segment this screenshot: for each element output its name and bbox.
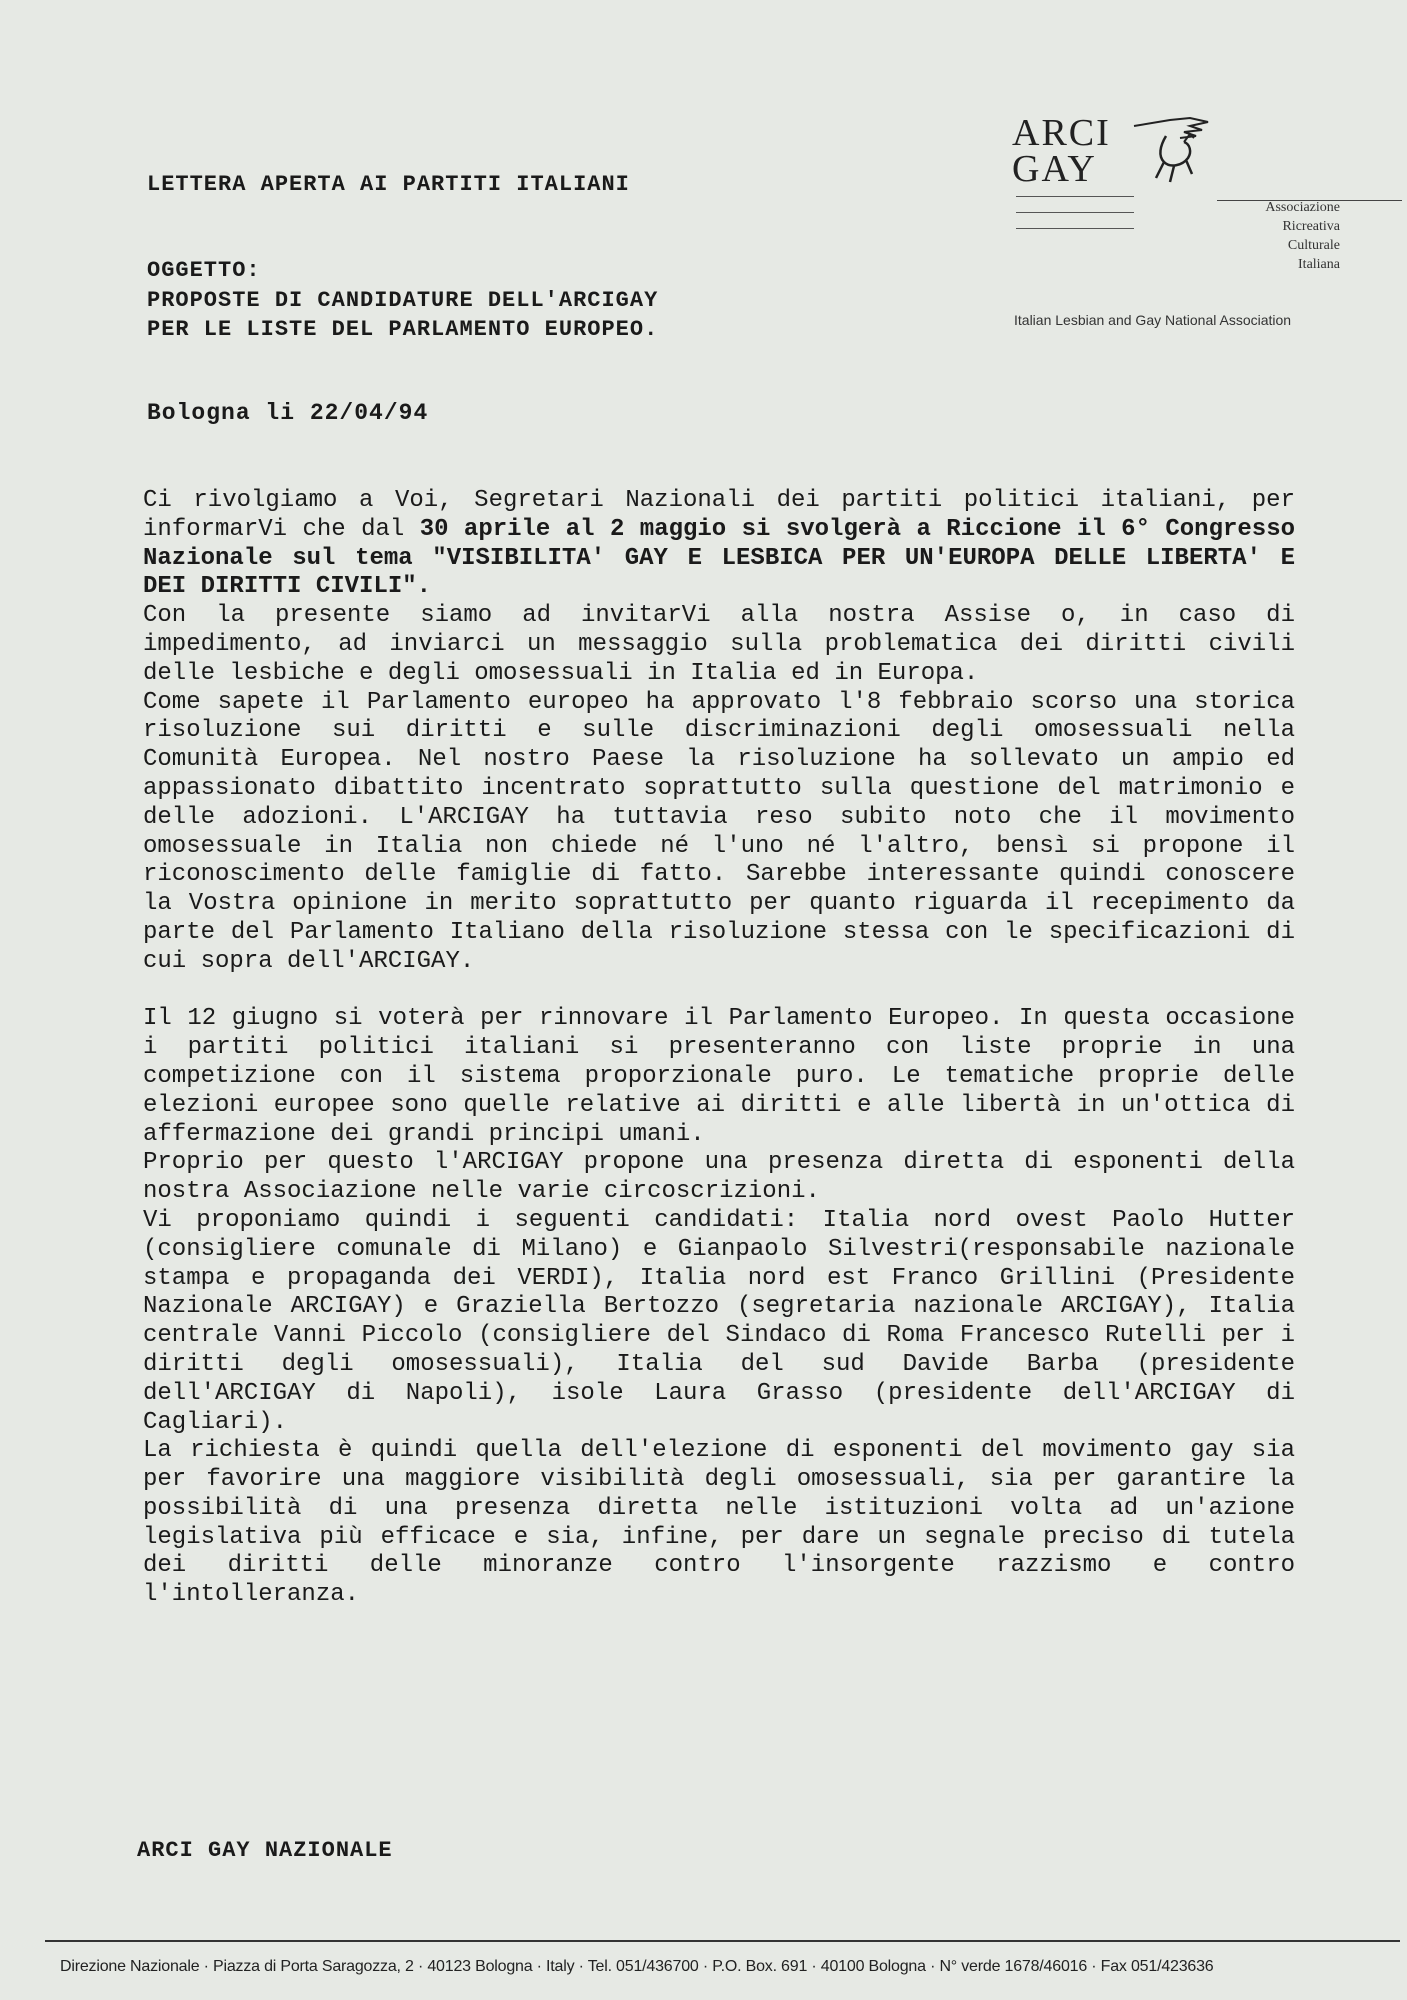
association-line: Culturale bbox=[1287, 238, 1340, 253]
body-paragraph bbox=[143, 487, 1295, 602]
body-paragraph: La richiesta è quindi quella dell'elezione di esponenti del movimento gay sia per favorire una maggiore visibilità degli omosessuali, sia per garantire la possibilità di una presenza diretta nelle istituzioni volta ad un'azione legislativa più efficace e sia, infine, per dare un segnale preciso di tutela dei diritti delle minoranze contro l'insorgente razzismo e contro l'intolleranza. bbox=[143, 1437, 1295, 1609]
subject-line: PROPOSTE DI CANDIDATURE DELL'ARCIGAY bbox=[147, 288, 659, 313]
letter-title: LETTERA APERTA AI PARTITI ITALIANI bbox=[147, 172, 630, 197]
association-line: Associazione bbox=[1265, 200, 1340, 215]
association-line: Ricreativa bbox=[1282, 219, 1340, 234]
body-paragraph: Proprio per questo l'ARCIGAY propone una presenza diretta di esponenti della nostra Associazione nelle varie circoscrizioni. bbox=[143, 1149, 1295, 1206]
footer-address: Direzione Nazionale · Piazza di Porta Saragozza, 2 · 40123 Bologna · Italy · Tel. 051/436700 · P.O. Box. 691 · 40100 Bologna · N° verde 1678/46016 · Fax 051/423636 bbox=[60, 1958, 1214, 1975]
subject-line: PER LE LISTE DEL PARLAMENTO EUROPEO. bbox=[147, 317, 659, 342]
letter-body bbox=[143, 487, 1295, 1610]
body-paragraph: Il 12 giugno si voterà per rinnovare il Parlamento Europeo. In questa occasione i partiti politici italiani si presenteranno con liste proprie in una competizione con il sistema proporzionale puro. Le tematiche proprie delle elezioni europee sono quelle relative ai diritti e alle libertà in un'ottica di affermazione dei grandi principi umani. bbox=[143, 1005, 1295, 1148]
body-paragraph: Vi proponiamo quindi i seguenti candidati: Italia nord ovest Paolo Hutter (consigliere comunale di Milano) e Gianpaolo Silvestri(responsabile nazionale stampa e propaganda dei VERDI), Italia nord est Franco Grillini (Presidente Nazionale ARCIGAY) e Graziella Bertozzo (segretaria nazionale ARCIGAY), Italia centrale Vanni Piccolo (consigliere del Sindaco di Roma Francesco Rutelli per i diritti degli omosessuali), Italia del sud Davide Barba (presidente dell'ARCIGAY di Napoli), isole Laura Grasso (presidente dell'ARCIGAY di Cagliari). bbox=[143, 1206, 1295, 1436]
logo-word-arci: ARCI bbox=[1012, 112, 1111, 154]
association-line: Italiana bbox=[1298, 257, 1340, 272]
congress-announcement: 30 aprile al 2 maggio si svolgerà a Riccione il 6° Congresso Nazionale sul tema "VISIBILITA' GAY E LESBICA PER UN'EUROPA DELLE LIBERTA' E DEI DIRITTI CIVILI". bbox=[143, 515, 1296, 601]
winged-horse-icon bbox=[1130, 116, 1212, 188]
logo-word-gay: GAY bbox=[1012, 148, 1097, 190]
body-paragraph: Con la presente siamo ad invitarVi alla nostra Assise o, in caso di impedimento, ad inviarci un messaggio sulla problematica dei diritti civili delle lesbiche e degli omosessuali in Italia ed in Europa. bbox=[143, 602, 1295, 687]
association-block bbox=[1140, 198, 1340, 274]
body-paragraph: Come sapete il Parlamento europeo ha approvato l'8 febbraio scorso una storica risoluzione sui diritti e sulle discriminazioni degli omosessuali nella Comunità Europea. Nel nostro Paese la risoluzione ha sollevato un ampio ed appassionato dibattito incentrato soprattutto sulla questione del matrimonio e delle adozioni. L'ARCIGAY ha tuttavia reso subito noto che il movimento omosessuale in Italia non chiede né l'uno né l'altro, bensì si propone il riconoscimento delle famiglie di fatto. Sarebbe interessante quindi conoscere la Vostra opinione in merito soprattutto per quanto riguarda il recepimento da parte del Parlamento Italiano della risoluzione stessa con le specificazioni di cui sopra dell'ARCIGAY. bbox=[143, 688, 1295, 975]
subject-label: OGGETTO: bbox=[147, 258, 261, 283]
footer-divider bbox=[45, 1940, 1400, 1942]
english-association-name: Italian Lesbian and Gay National Association bbox=[1014, 312, 1292, 328]
letter-date: Bologna li 22/04/94 bbox=[147, 400, 429, 426]
paragraph-text: Ci rivolgiamo a Voi, Segretari Nazionali dei partiti politici italiani, per informarVi che dal bbox=[143, 487, 1295, 543]
signature: ARCI GAY NAZIONALE bbox=[137, 1838, 393, 1863]
